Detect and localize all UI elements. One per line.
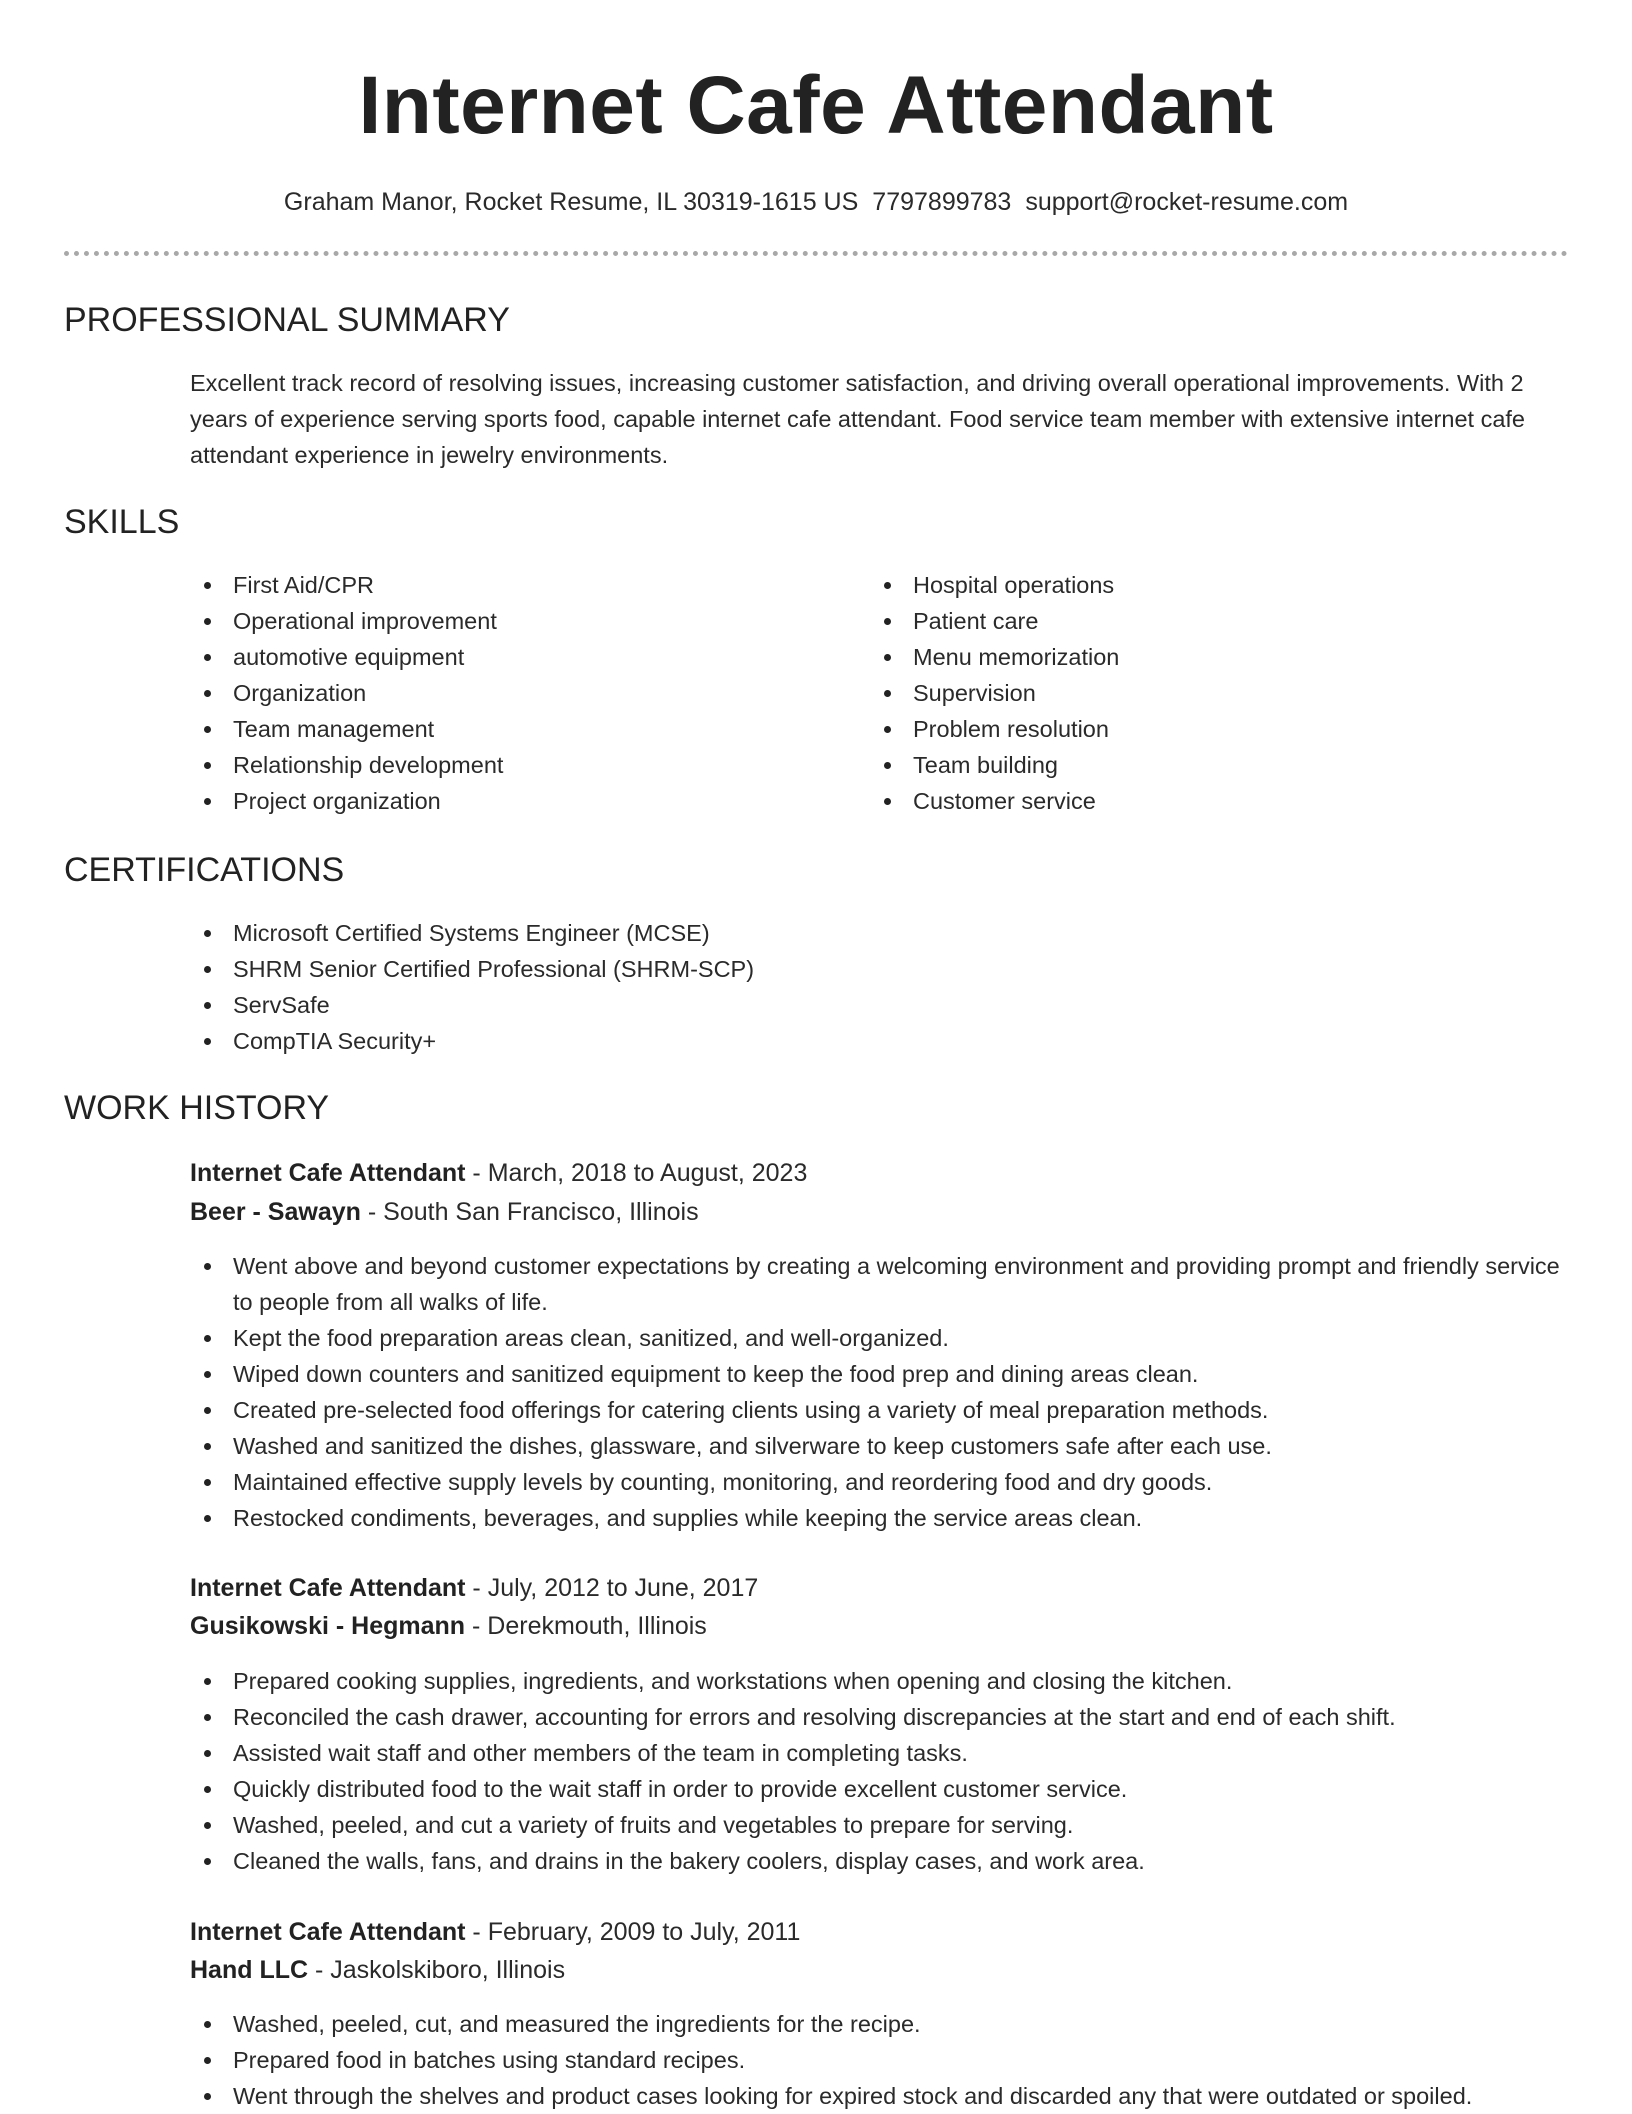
job-dates: - March, 2018 to August, 2023 <box>465 1159 808 1187</box>
job-duties-list <box>190 1248 1560 1536</box>
job-title-line <box>190 1915 800 1949</box>
job-dates: - July, 2012 to June, 2017 <box>465 1574 759 1602</box>
contact-phone[interactable]: 7797899783 <box>872 188 1012 216</box>
skill-item: Menu memorization <box>870 639 1560 675</box>
contact-address: Graham Manor, Rocket Resume, IL 30319-1615 US <box>283 188 859 216</box>
contact-email[interactable]: support@rocket-resume.com <box>1025 188 1349 216</box>
job-title: Internet Cafe Attendant <box>190 1918 466 1946</box>
skill-item: Patient care <box>870 603 1560 639</box>
skills-heading: SKILLS <box>64 503 180 541</box>
duty-item: Prepared food in batches using standard recipes. <box>190 2042 1560 2078</box>
job-duties-list <box>190 1663 1560 1879</box>
job-title-line <box>190 1156 807 1190</box>
skill-item: Operational improvement <box>190 603 830 639</box>
skill-item: First Aid/CPR <box>190 567 830 603</box>
job-duties-list <box>190 2006 1560 2114</box>
job-dates: - February, 2009 to July, 2011 <box>465 1918 801 1946</box>
skills-list-left <box>190 567 830 819</box>
job-company: Gusikowski - Hegmann <box>190 1612 466 1640</box>
skill-item: Team building <box>870 747 1560 783</box>
duty-item: Prepared cooking supplies, ingredients, and workstations when opening and closing the kitchen. <box>190 1663 1560 1699</box>
job-location: - Derekmouth, Illinois <box>465 1612 707 1640</box>
duty-item: Washed, peeled, cut, and measured the ingredients for the recipe. <box>190 2006 1560 2042</box>
skill-item: Organization <box>190 675 830 711</box>
job-title: Internet Cafe Attendant <box>190 1574 466 1602</box>
certification-item: SHRM Senior Certified Professional (SHRM-SCP) <box>190 951 1560 987</box>
duty-item: Maintained effective supply levels by counting, monitoring, and reordering food and dry goods. <box>190 1464 1560 1500</box>
duty-item: Restocked condiments, beverages, and supplies while keeping the service areas clean. <box>190 1500 1560 1536</box>
skill-item: automotive equipment <box>190 639 830 675</box>
work-history-heading: WORK HISTORY <box>64 1089 330 1127</box>
job-company-line <box>190 1195 699 1229</box>
duty-item: Washed, peeled, and cut a variety of fruits and vegetables to prepare for serving. <box>190 1807 1560 1843</box>
duty-item: Wiped down counters and sanitized equipment to keep the food prep and dining areas clean. <box>190 1356 1560 1392</box>
duty-item: Created pre-selected food offerings for catering clients using a variety of meal preparation methods. <box>190 1392 1560 1428</box>
job-location: - Jaskolskiboro, Illinois <box>308 1956 566 1984</box>
certifications-heading: CERTIFICATIONS <box>64 851 345 889</box>
skill-item: Supervision <box>870 675 1560 711</box>
job-title: Internet Cafe Attendant <box>190 1159 466 1187</box>
skills-list-right <box>870 567 1560 819</box>
contact-line <box>0 186 1632 218</box>
summary-heading: PROFESSIONAL SUMMARY <box>64 301 510 339</box>
duty-item: Quickly distributed food to the wait staff in order to provide excellent customer service. <box>190 1771 1560 1807</box>
duty-item: Cleaned the walls, fans, and drains in the bakery coolers, display cases, and work area. <box>190 1843 1560 1879</box>
certification-item: Microsoft Certified Systems Engineer (MCSE) <box>190 915 1560 951</box>
certifications-list <box>190 915 1560 1059</box>
job-company: Hand LLC <box>190 1956 309 1984</box>
header-divider <box>64 251 1568 256</box>
certification-item: ServSafe <box>190 987 1560 1023</box>
skill-item: Problem resolution <box>870 711 1560 747</box>
job-title-line <box>190 1571 758 1605</box>
skill-item: Project organization <box>190 783 830 819</box>
job-location: - South San Francisco, Illinois <box>360 1198 699 1226</box>
job-company: Beer - Sawayn <box>190 1198 361 1226</box>
job-company-line <box>190 1609 707 1643</box>
job-company-line <box>190 1953 565 1987</box>
certification-item: CompTIA Security+ <box>190 1023 1560 1059</box>
skill-item: Customer service <box>870 783 1560 819</box>
duty-item: Reconciled the cash drawer, accounting for errors and resolving discrepancies at the start and end of each shift. <box>190 1699 1560 1735</box>
duty-item: Went through the shelves and product cases looking for expired stock and discarded any that were outdated or spoiled. <box>190 2078 1560 2114</box>
duty-item: Assisted wait staff and other members of the team in completing tasks. <box>190 1735 1560 1771</box>
skill-item: Team management <box>190 711 830 747</box>
skill-item: Hospital operations <box>870 567 1560 603</box>
duty-item: Kept the food preparation areas clean, sanitized, and well-organized. <box>190 1320 1560 1356</box>
duty-item: Went above and beyond customer expectations by creating a welcoming environment and providing prompt and friendly service to people from all walks of life. <box>190 1248 1560 1320</box>
resume-name: Internet Cafe Attendant <box>358 60 1274 151</box>
skill-item: Relationship development <box>190 747 830 783</box>
duty-item: Washed and sanitized the dishes, glassware, and silverware to keep customers safe after each use. <box>190 1428 1560 1464</box>
summary-text: Excellent track record of resolving issues, increasing customer satisfaction, and driving overall operational improvements. With 2 years of experience serving sports food, capable internet cafe attendant. Food service team member with extensive internet cafe attendant experience in jewelry environments. <box>190 370 1525 468</box>
